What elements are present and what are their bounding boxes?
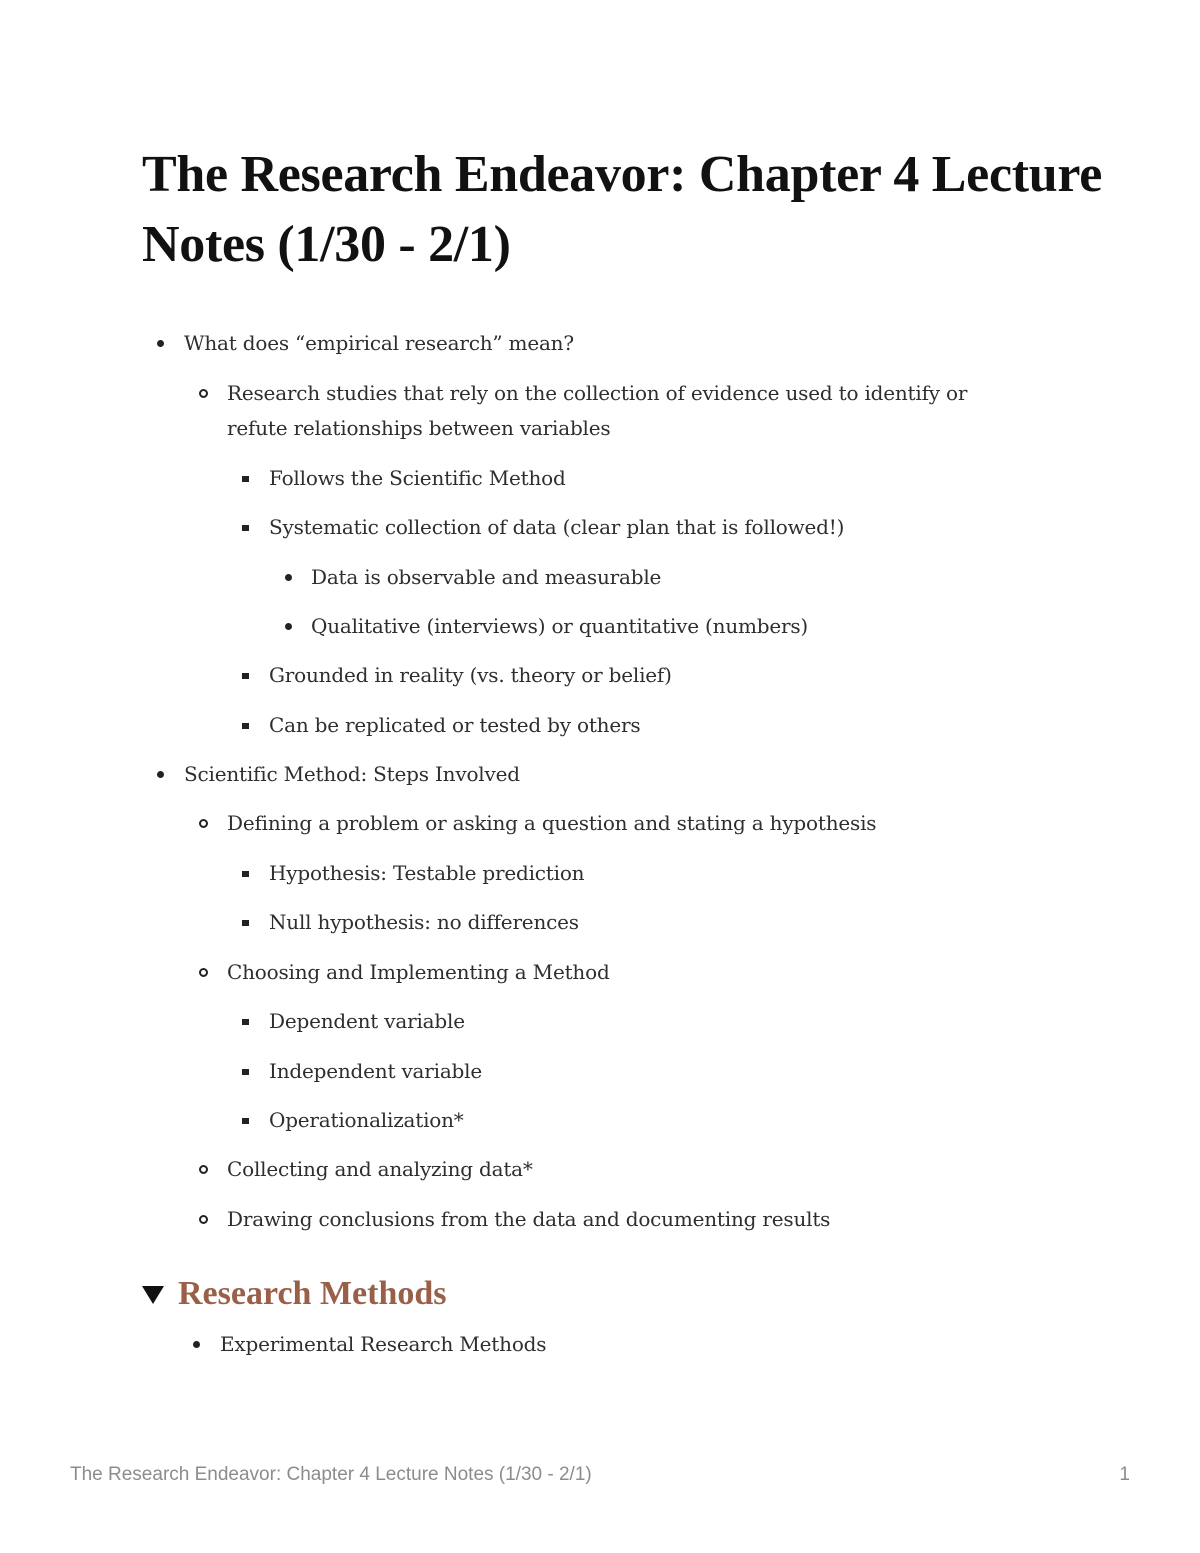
circle-bullet-icon <box>199 1165 208 1174</box>
list-item: Choosing and Implementing a Method <box>227 955 1027 990</box>
list-item: Defining a problem or asking a question and stating a hypothesis <box>227 806 1047 841</box>
disc-bullet-icon <box>157 771 164 778</box>
list-item: Research studies that rely on the collection of evidence used to identify or refute relationships between variables <box>227 376 1027 446</box>
list-item: Scientific Method: Steps Involved <box>184 757 1044 792</box>
list-item: Independent variable <box>269 1054 1029 1089</box>
disc-bullet-icon <box>285 574 292 581</box>
page-number: 1 <box>1119 1464 1130 1485</box>
section-heading: Research Methods <box>178 1275 447 1312</box>
list-item: Drawing conclusions from the data and documenting results <box>227 1202 1047 1237</box>
square-bullet-icon <box>242 871 249 877</box>
square-bullet-icon <box>242 673 249 679</box>
list-item: Grounded in reality (vs. theory or belief) <box>269 658 1029 693</box>
list-item: Follows the Scientific Method <box>269 461 1029 496</box>
list-item: Systematic collection of data (clear plan that is followed!) <box>269 510 1029 545</box>
list-item: Qualitative (interviews) or quantitative (numbers) <box>311 609 1031 644</box>
square-bullet-icon <box>242 1118 249 1124</box>
square-bullet-icon <box>242 476 249 482</box>
list-item: Experimental Research Methods <box>220 1327 1020 1362</box>
list-item: Can be replicated or tested by others <box>269 708 1029 743</box>
list-item: Hypothesis: Testable prediction <box>269 856 1029 891</box>
circle-bullet-icon <box>199 968 208 977</box>
circle-bullet-icon <box>199 389 208 398</box>
list-item: Null hypothesis: no differences <box>269 905 1029 940</box>
circle-bullet-icon <box>199 819 208 828</box>
triangle-down-icon[interactable] <box>142 1286 164 1304</box>
page-title: The Research Endeavor: Chapter 4 Lecture Notes (1/30 - 2/1) <box>142 146 1103 273</box>
list-item: Collecting and analyzing data* <box>227 1152 1027 1187</box>
square-bullet-icon <box>242 1019 249 1025</box>
list-item: Operationalization* <box>269 1103 1029 1138</box>
square-bullet-icon <box>242 525 249 531</box>
circle-bullet-icon <box>199 1215 208 1224</box>
list-item: Dependent variable <box>269 1004 1029 1039</box>
square-bullet-icon <box>242 723 249 729</box>
research-methods-toggle[interactable] <box>142 1272 447 1316</box>
disc-bullet-icon <box>285 623 292 630</box>
footer-title: The Research Endeavor: Chapter 4 Lecture Notes (1/30 - 2/1) <box>70 1464 592 1485</box>
square-bullet-icon <box>242 920 249 926</box>
list-item: Data is observable and measurable <box>311 560 1031 595</box>
list-item: What does “empirical research” mean? <box>184 326 1044 361</box>
disc-bullet-icon <box>193 1341 200 1348</box>
square-bullet-icon <box>242 1069 249 1075</box>
disc-bullet-icon <box>157 340 164 347</box>
